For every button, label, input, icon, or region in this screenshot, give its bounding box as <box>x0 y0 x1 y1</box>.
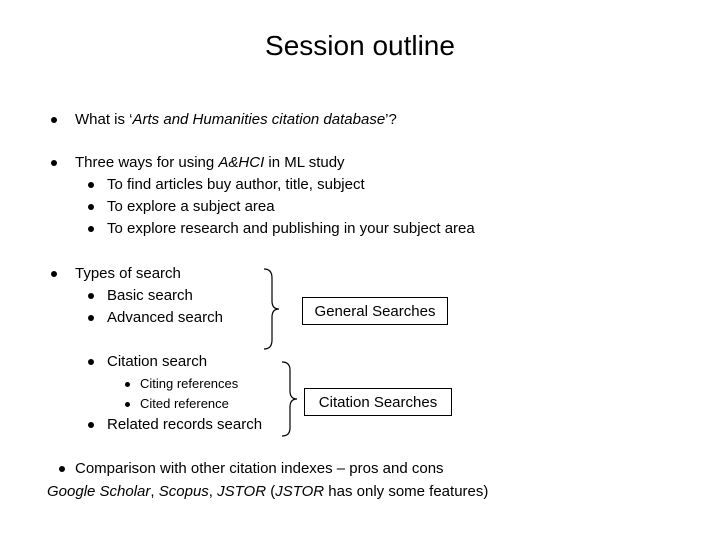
sub-bullet-dot <box>88 182 94 188</box>
sub-bullet-dot <box>88 359 94 365</box>
basic-search: Basic search <box>107 287 193 304</box>
sub-bullet-dot <box>88 315 94 321</box>
jstor-2: JSTOR <box>275 483 325 500</box>
slide-title: Session outline <box>265 30 455 61</box>
three-ways-suffix: in ML study <box>264 154 345 171</box>
three-ways-sub-1: To find articles buy author, title, subject <box>107 176 365 193</box>
what-is-item <box>75 111 397 128</box>
scopus: Scopus <box>158 483 209 500</box>
what-is-suffix: ’? <box>385 111 397 128</box>
cited-reference: Cited reference <box>140 396 229 411</box>
sub-sub-bullet-dot <box>125 402 130 407</box>
jstor: JSTOR <box>217 483 267 500</box>
citation-searches-brace <box>280 361 300 437</box>
bullet-dot <box>51 160 57 166</box>
sep-2: , <box>208 483 218 500</box>
sep-1: , <box>150 483 159 500</box>
what-is-prefix: What is ‘ <box>75 111 133 128</box>
alternatives-line <box>47 483 488 500</box>
citation-search: Citation search <box>107 353 208 370</box>
three-ways-prefix: Three ways for using <box>75 154 219 171</box>
citing-references: Citing references <box>140 376 239 391</box>
three-ways-sub-2: To explore a subject area <box>107 198 275 215</box>
google-scholar: Google Scholar <box>47 483 151 500</box>
sub-bullet-dot <box>88 204 94 210</box>
advanced-search: Advanced search <box>107 309 223 326</box>
bullet-dot <box>51 271 57 277</box>
comparison-item: Comparison with other citation indexes – pros and cons <box>75 460 444 477</box>
general-searches-box: General Searches <box>302 297 448 325</box>
three-ways-italic: A&HCI <box>218 154 265 171</box>
sub-bullet-dot <box>88 293 94 299</box>
citation-searches-box: Citation Searches <box>304 388 452 416</box>
three-ways-sub-3: To explore research and publishing in your subject area <box>107 220 475 237</box>
what-is-italic: Arts and Humanities citation database <box>132 111 386 128</box>
sub-bullet-dot <box>88 226 94 232</box>
rest-text: has only some features) <box>324 483 489 500</box>
sub-bullet-dot <box>88 422 94 428</box>
bullet-dot <box>51 117 57 123</box>
three-ways-item <box>75 154 345 171</box>
bullet-dot <box>59 466 65 472</box>
general-searches-brace <box>262 268 282 350</box>
related-records-search: Related records search <box>107 416 263 433</box>
types-label: Types of search <box>75 265 181 282</box>
open-paren: ( <box>266 483 276 500</box>
sub-sub-bullet-dot <box>125 382 130 387</box>
